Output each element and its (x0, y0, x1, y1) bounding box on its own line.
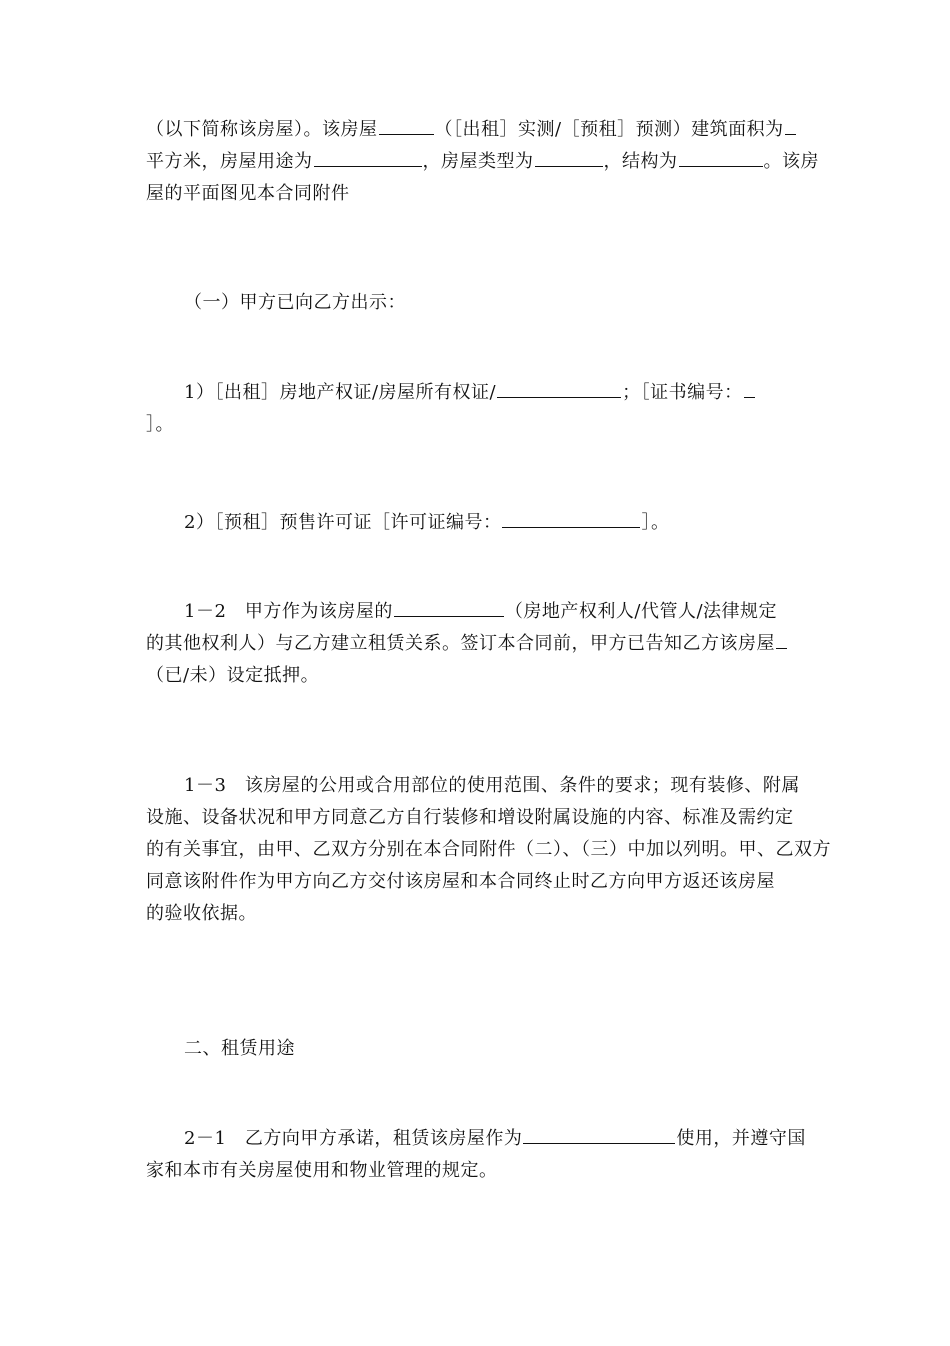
usage-blank (314, 150, 422, 167)
certificate-number-blank (744, 381, 755, 398)
text-line: 的其他权利人）与乙方建立租赁关系。签订本合同前，甲方已告知乙方该房屋 (146, 628, 806, 660)
text-line: 二、租赁用途 (184, 1038, 295, 1059)
text-line: ］。 (146, 414, 174, 435)
text-line: 的有关事宜，由甲、乙双方分别在本合同附件（二）、（三）中加以列明。甲、乙双方 (146, 839, 831, 860)
text-line: 2）［预租］预售许可证［许可证编号： ］。 (184, 512, 670, 533)
paragraph-presale-permit (146, 507, 806, 539)
paragraph-clause-1-3 (146, 770, 831, 930)
paragraph-clause-2-1 (146, 1123, 806, 1187)
text-line: 平方米，房屋用途为 ，房屋类型为 ，结构为 。该房 (146, 151, 819, 172)
type-blank (535, 150, 603, 167)
text-line: 的验收依据。 (146, 903, 257, 924)
paragraph-premises-description (146, 114, 819, 210)
paragraph-clause-1-2 (146, 596, 806, 692)
section-heading-lease-purpose (146, 1033, 806, 1065)
text-line: （以下简称该房屋）。该房屋 （［出租］实测/［预租］预测）建筑面积为 (146, 114, 806, 146)
structure-blank (679, 150, 763, 167)
text-line: 1－3 该房屋的公用或合用部位的使用范围、条件的要求；现有装修、附属 (184, 775, 800, 796)
text-line: 1）［出租］房地产权证/房屋所有权证/ ；［证书编号： (146, 377, 806, 409)
text-line: （已/未）设定抵押。 (146, 665, 320, 686)
paragraph-party-a-shown (146, 287, 806, 319)
area-blank (379, 118, 434, 135)
certificate-blank (497, 381, 621, 398)
party-status-blank (394, 600, 504, 617)
text-line: 设施、设备状况和甲方同意乙方自行装修和增设附属设施的内容、标准及需约定 (146, 807, 794, 828)
text-line: 屋的平面图见本合同附件 (146, 183, 350, 204)
text-line: 2－1 乙方向甲方承诺，租赁该房屋作为 使用，并遵守国 (184, 1128, 806, 1149)
permit-number-blank (502, 511, 640, 528)
paragraph-ownership-certificate (146, 377, 806, 441)
blank-underline (785, 118, 796, 135)
text-line: 同意该附件作为甲方向乙方交付该房屋和本合同终止时乙方向甲方返还该房屋 (146, 871, 775, 892)
text-line: 1－2 甲方作为该房屋的 （房地产权利人/代管人/法律规定 (184, 601, 778, 622)
text-line: 家和本市有关房屋使用和物业管理的规定。 (146, 1160, 498, 1181)
text-line: （一）甲方已向乙方出示： (184, 292, 406, 313)
purpose-blank (523, 1127, 675, 1144)
mortgage-blank (776, 632, 787, 649)
